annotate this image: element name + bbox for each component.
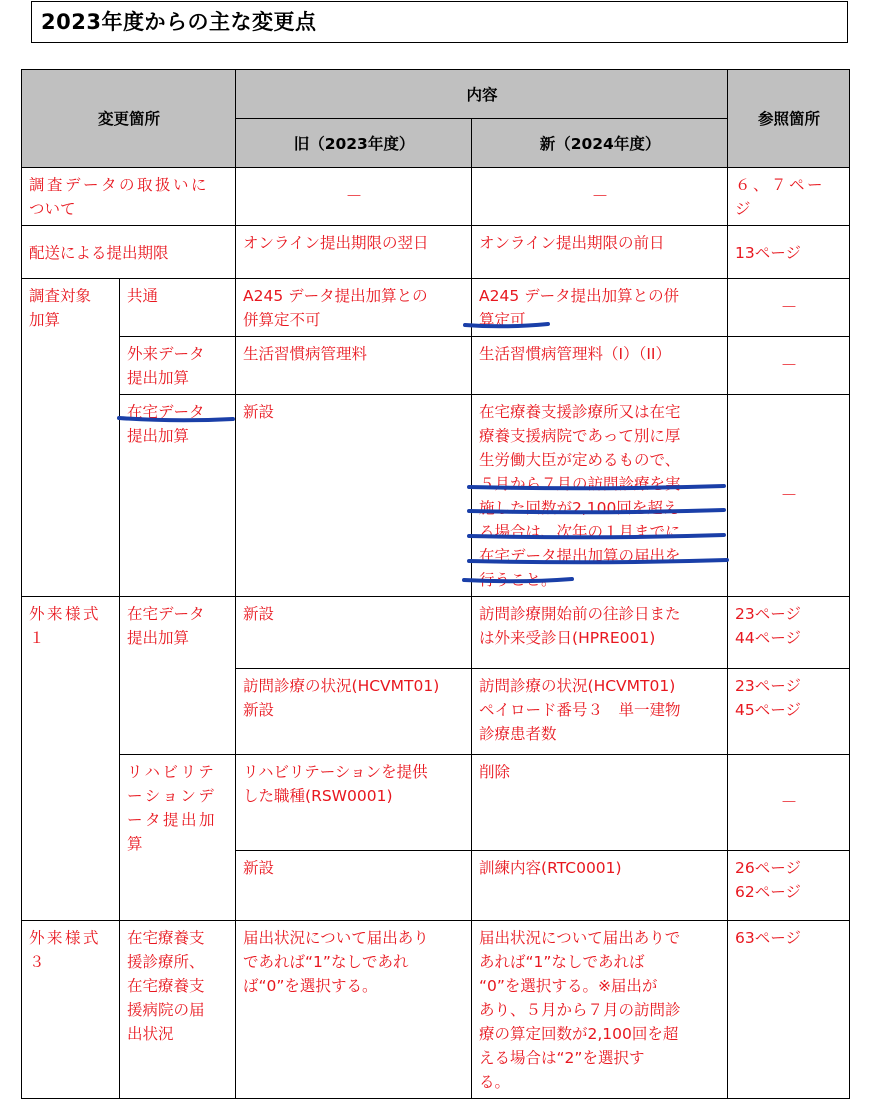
table-row [22, 337, 850, 395]
new-cell: 在宅療養支援診療所又は在宅 療養支援病院であって別に厚 生労働大臣が定めるもので、 ５月から７月の訪問診療を実 施した回数が2,100回を超え る場合は、次年の１月までに 在宅データ提出加算の届出を 行うこと。 [472, 395, 728, 597]
header-reference: 参照箇所 [728, 70, 850, 168]
reference-cell: － [728, 395, 850, 597]
old-cell: 届出状況について届出あり であれば“1”なしであれ ば“0”を選択する。 [236, 921, 472, 1099]
location-cell: 配送による提出期限 [22, 226, 236, 279]
old-cell: 新設 [236, 597, 472, 669]
new-cell: 削除 [472, 755, 728, 851]
reference-cell: 23ページ 44ページ [728, 597, 850, 669]
sub-location-cell: リハビリテ ーションデ ータ提出加 算 [120, 755, 236, 921]
new-cell: － [472, 168, 728, 226]
table-row [22, 226, 850, 279]
reference-cell: － [728, 755, 850, 851]
table-row [22, 279, 850, 337]
reference-cell: 26ページ 62ページ [728, 851, 850, 921]
sub-location-cell: 在宅データ 提出加算 [120, 395, 236, 597]
table-row [22, 921, 850, 1099]
old-cell: 新設 [236, 851, 472, 921]
table-row [22, 597, 850, 669]
header-new: 新（2024年度） [472, 119, 728, 168]
old-cell: － [236, 168, 472, 226]
new-cell: オンライン提出期限の前日 [472, 226, 728, 279]
changes-table [21, 69, 850, 1099]
header-location: 変更箇所 [22, 70, 236, 168]
new-cell: 生活習慣病管理料（I）（II） [472, 337, 728, 395]
sub-location-cell: 在宅データ 提出加算 [120, 597, 236, 755]
group-cell: 外来様式 ３ [22, 921, 120, 1099]
table-row [22, 168, 850, 226]
old-cell: A245 データ提出加算との 併算定不可 [236, 279, 472, 337]
reference-cell: ６、７ペー ジ [728, 168, 850, 226]
old-cell: 訪問診療の状況(HCVMT01) 新設 [236, 669, 472, 755]
old-cell: リハビリテーションを提供 した職種(RSW0001) [236, 755, 472, 851]
location-cell: 調査データの取扱いに ついて [22, 168, 236, 226]
new-cell: 訪問診療開始前の往診日また は外来受診日(HPRE001) [472, 597, 728, 669]
new-cell: 訓練内容(RTC0001) [472, 851, 728, 921]
old-cell: 生活習慣病管理料 [236, 337, 472, 395]
old-cell: 新設 [236, 395, 472, 597]
reference-cell: － [728, 279, 850, 337]
table-row [22, 395, 850, 597]
header-content: 内容 [236, 70, 728, 119]
sub-location-cell: 外来データ 提出加算 [120, 337, 236, 395]
new-cell: 届出状況について届出ありで あれば“1”なしであれば “0”を選択する。※届出が あり、５月から７月の訪問診 療の算定回数が2,100回を超 える場合は“2”を選択す る。 [472, 921, 728, 1099]
group-cell: 調査対象 加算 [22, 279, 120, 597]
new-cell: 訪問診療の状況(HCVMT01) ペイロード番号３ 単一建物 診療患者数 [472, 669, 728, 755]
page-title: 2023年度からの主な変更点 [31, 1, 848, 43]
reference-cell: 23ページ 45ページ [728, 669, 850, 755]
reference-cell: 63ページ [728, 921, 850, 1099]
header-old: 旧（2023年度） [236, 119, 472, 168]
new-cell: A245 データ提出加算との併 算定可 [472, 279, 728, 337]
group-cell: 外来様式 １ [22, 597, 120, 921]
sub-location-cell: 在宅療養支 援診療所、 在宅療養支 援病院の届 出状況 [120, 921, 236, 1099]
sub-location-cell: 共通 [120, 279, 236, 337]
reference-cell: － [728, 337, 850, 395]
table-row [22, 755, 850, 851]
old-cell: オンライン提出期限の翌日 [236, 226, 472, 279]
reference-cell: 13ページ [728, 226, 850, 279]
